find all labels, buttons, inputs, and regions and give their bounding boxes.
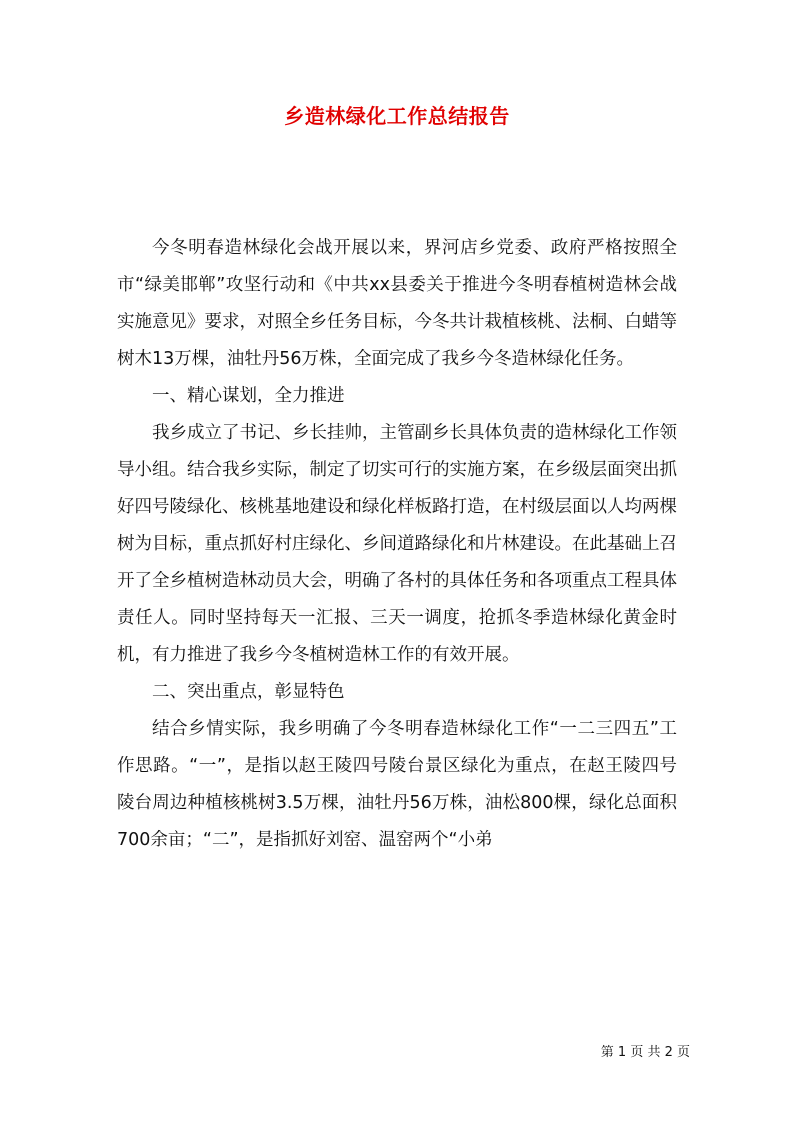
- section-heading-1: 一、精心谋划，全力推进: [152, 386, 345, 406]
- section-heading-2: 二、突出重点，彰显特色: [152, 682, 345, 702]
- paragraph-section-2: 结合乡情实际，我乡明确了今冬明春造林绿化工作“一二三四五”工作思路。“一”，是指以赵王陵四号陵台景区绿化为重点，在赵王陵四号陵台周边种植核桃树3.5万棵，油牡丹56万株，油松800棵，绿化总面积700余亩；“二”，是指抓好刘窑、温窑两个“小弟: [117, 719, 677, 850]
- paragraph-section-1: 我乡成立了书记、乡长挂帅，主管副乡长具体负责的造林绿化工作领导小组。结合我乡实际，制定了切实可行的实施方案，在乡级层面突出抓好四号陵绿化、核桃基地建设和绿化样板路打造，在村级层面以人均两棵树为目标，重点抓好村庄绿化、乡间道路绿化和片林建设。在此基础上召开了全乡植树造林动员大会，明确了各村的具体任务和各项重点工程具体责任人。同时坚持每天一汇报、三天一调度，抢抓冬季造林绿化黄金时机，有力推进了我乡今冬植树造林工作的有效开展。: [117, 423, 677, 665]
- document-body: [117, 230, 677, 859]
- page-number: 第 1 页 共 2 页: [600, 1045, 690, 1060]
- document-title: 乡造林绿化工作总结报告: [284, 104, 510, 128]
- paragraph-intro: 今冬明春造林绿化会战开展以来，界河店乡党委、政府严格按照全市“绿美邯郸”攻坚行动和《中共xx县委关于推进今冬明春植树造林会战实施意见》要求，对照全乡任务目标，今冬共计栽植核桃、法桐、白蜡等树木13万棵，油牡丹56万株，全面完成了我乡今冬造林绿化任务。: [117, 238, 677, 369]
